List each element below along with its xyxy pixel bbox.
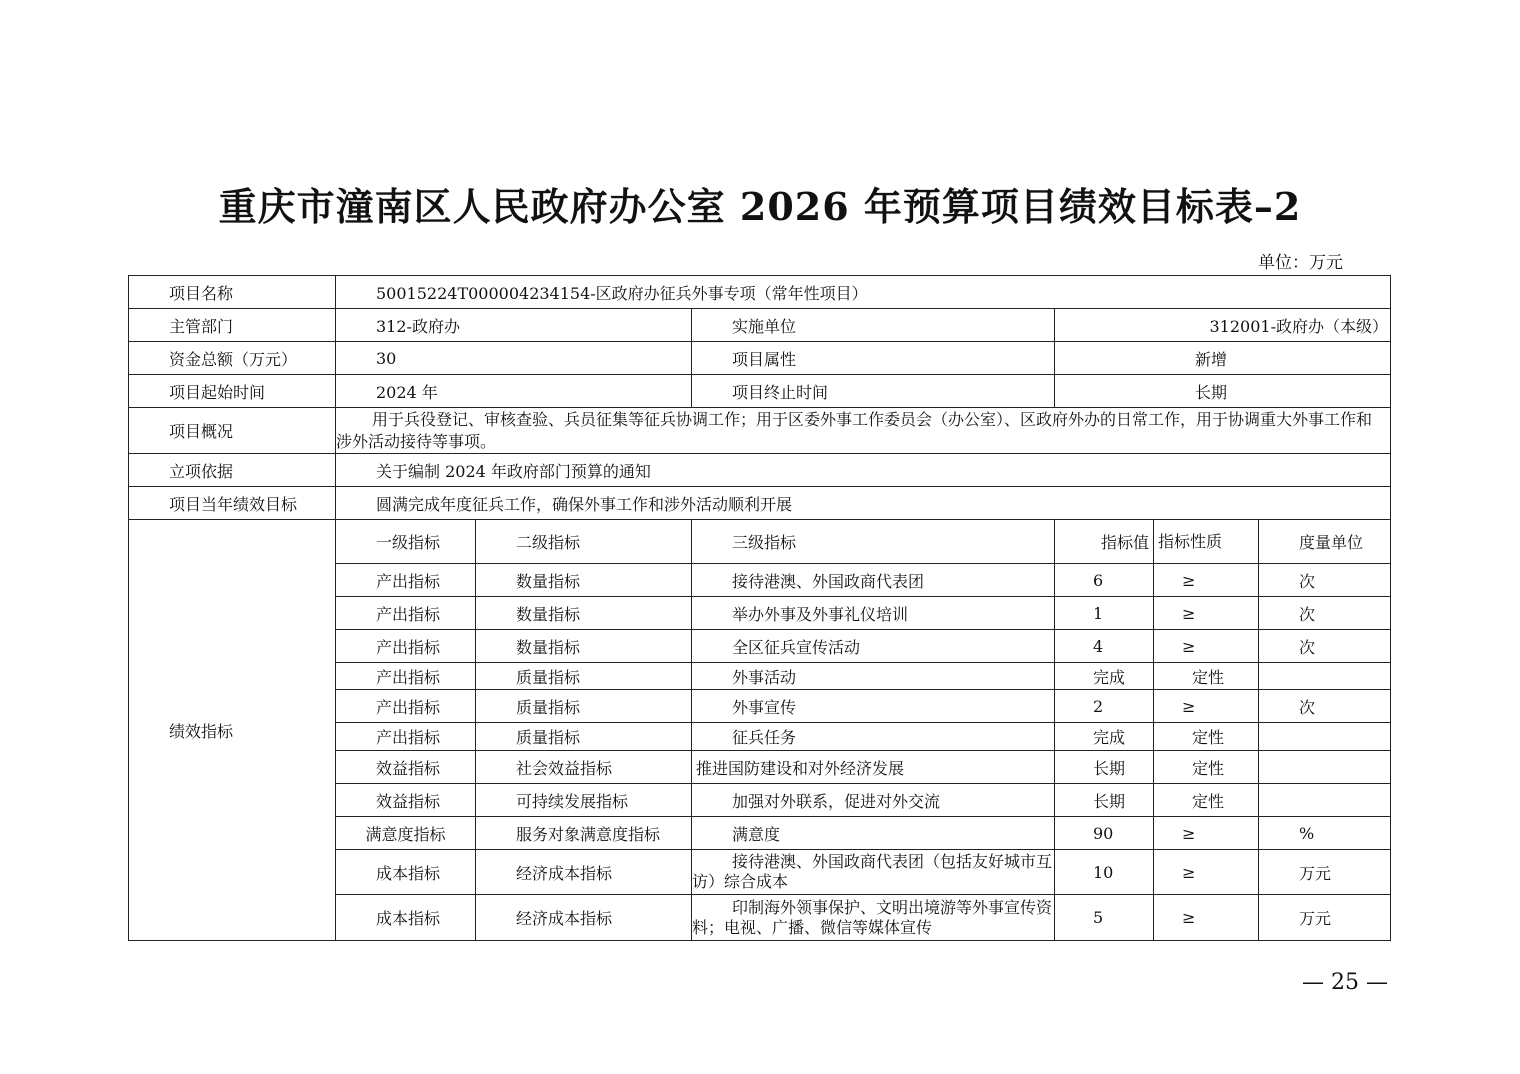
nature-cell: ≥ — [1154, 817, 1259, 850]
start-value: 2024 年 — [336, 375, 692, 408]
row-project-name — [129, 276, 1391, 309]
value-cell: 完成 — [1055, 663, 1154, 690]
l1-cell: 产出指标 — [336, 564, 476, 597]
l2-cell: 经济成本指标 — [476, 850, 692, 895]
unit-cell: 次 — [1259, 564, 1391, 597]
value-cell: 6 — [1055, 564, 1154, 597]
nature-cell: ≥ — [1154, 850, 1259, 895]
unit-cell — [1259, 751, 1391, 784]
nature-cell: ≥ — [1154, 690, 1259, 723]
unit-cell: 次 — [1259, 597, 1391, 630]
unit-cell — [1259, 723, 1391, 751]
nature-cell: ≥ — [1154, 597, 1259, 630]
row-goal — [129, 487, 1391, 520]
l1-cell: 效益指标 — [336, 784, 476, 817]
project-name-label: 项目名称 — [129, 276, 336, 309]
value-cell: 完成 — [1055, 723, 1154, 751]
impl-value: 312001-政府办（本级） — [1055, 309, 1391, 342]
l2-cell: 社会效益指标 — [476, 751, 692, 784]
l3-cell: 接待港澳、外国政商代表团 — [692, 564, 1055, 597]
l3-cell: 接待港澳、外国政商代表团（包括友好城市互访）综合成本 — [692, 850, 1055, 895]
value-cell: 90 — [1055, 817, 1154, 850]
end-label: 项目终止时间 — [692, 375, 1055, 408]
value-cell: 长期 — [1055, 784, 1154, 817]
fund-value: 30 — [336, 342, 692, 375]
unit-cell — [1259, 663, 1391, 690]
value-cell: 2 — [1055, 690, 1154, 723]
header-l2: 二级指标 — [476, 520, 692, 564]
header-nature: 指标性质 — [1154, 520, 1259, 564]
header-value: 指标值 — [1055, 520, 1154, 564]
project-name-value: 50015224T000004234154-区政府办征兵外事专项（常年性项目） — [336, 276, 1391, 309]
perf-header-row — [129, 520, 1391, 564]
value-cell: 10 — [1055, 850, 1154, 895]
goal-label: 项目当年绩效目标 — [129, 487, 336, 520]
l2-cell: 经济成本指标 — [476, 895, 692, 941]
unit-cell — [1259, 784, 1391, 817]
value-cell: 4 — [1055, 630, 1154, 663]
l2-cell: 数量指标 — [476, 564, 692, 597]
attr-value: 新增 — [1055, 342, 1391, 375]
value-cell: 长期 — [1055, 751, 1154, 784]
l3-cell: 征兵任务 — [692, 723, 1055, 751]
nature-cell: 定性 — [1154, 751, 1259, 784]
l3-cell: 印制海外领事保护、文明出境游等外事宣传资料；电视、广播、微信等媒体宣传 — [692, 895, 1055, 941]
l3-cell: 外事活动 — [692, 663, 1055, 690]
l1-cell: 产出指标 — [336, 630, 476, 663]
value-cell: 1 — [1055, 597, 1154, 630]
performance-target-table — [128, 275, 1391, 941]
dept-label: 主管部门 — [129, 309, 336, 342]
row-time — [129, 375, 1391, 408]
header-l3: 三级指标 — [692, 520, 1055, 564]
overview-label: 项目概况 — [129, 408, 336, 454]
nature-cell: ≥ — [1154, 564, 1259, 597]
nature-cell: ≥ — [1154, 630, 1259, 663]
attr-label: 项目属性 — [692, 342, 1055, 375]
l3-cell: 举办外事及外事礼仪培训 — [692, 597, 1055, 630]
l1-cell: 满意度指标 — [336, 817, 476, 850]
nature-cell: 定性 — [1154, 723, 1259, 751]
impl-label: 实施单位 — [692, 309, 1055, 342]
row-overview — [129, 408, 1391, 454]
perf-label: 绩效指标 — [129, 520, 336, 941]
goal-value: 圆满完成年度征兵工作，确保外事工作和涉外活动顺利开展 — [336, 487, 1391, 520]
l2-cell: 质量指标 — [476, 663, 692, 690]
row-department — [129, 309, 1391, 342]
unit-cell: 万元 — [1259, 850, 1391, 895]
l2-cell: 质量指标 — [476, 690, 692, 723]
nature-cell: 定性 — [1154, 663, 1259, 690]
l2-cell: 数量指标 — [476, 597, 692, 630]
unit-cell: 次 — [1259, 630, 1391, 663]
l1-cell: 产出指标 — [336, 690, 476, 723]
overview-value: 用于兵役登记、审核查验、兵员征集等征兵协调工作；用于区委外事工作委员会（办公室）、区政府外办的日常工作，用于协调重大外事工作和涉外活动接待等事项。 — [336, 408, 1391, 454]
nature-cell: ≥ — [1154, 895, 1259, 941]
l1-cell: 产出指标 — [336, 597, 476, 630]
value-cell: 5 — [1055, 895, 1154, 941]
row-fund — [129, 342, 1391, 375]
fund-label: 资金总额（万元） — [129, 342, 336, 375]
l2-cell: 可持续发展指标 — [476, 784, 692, 817]
unit-label: 单位：万元 — [1258, 253, 1343, 273]
l3-cell: 满意度 — [692, 817, 1055, 850]
l2-cell: 数量指标 — [476, 630, 692, 663]
page-number: — 25 — — [1302, 970, 1388, 995]
unit-cell: % — [1259, 817, 1391, 850]
unit-cell: 万元 — [1259, 895, 1391, 941]
nature-cell: 定性 — [1154, 784, 1259, 817]
l2-cell: 服务对象满意度指标 — [476, 817, 692, 850]
l1-cell: 效益指标 — [336, 751, 476, 784]
l1-cell: 产出指标 — [336, 723, 476, 751]
header-l1: 一级指标 — [336, 520, 476, 564]
l1-cell: 产出指标 — [336, 663, 476, 690]
start-label: 项目起始时间 — [129, 375, 336, 408]
row-basis — [129, 454, 1391, 487]
header-unit: 度量单位 — [1259, 520, 1391, 564]
basis-label: 立项依据 — [129, 454, 336, 487]
l1-cell: 成本指标 — [336, 895, 476, 941]
basis-value: 关于编制 2024 年政府部门预算的通知 — [336, 454, 1391, 487]
l3-cell: 外事宣传 — [692, 690, 1055, 723]
document-title: 重庆市潼南区人民政府办公室 2026 年预算项目绩效目标表–2 — [218, 184, 1302, 229]
l3-cell: 加强对外联系，促进对外交流 — [692, 784, 1055, 817]
l1-cell: 成本指标 — [336, 850, 476, 895]
end-value: 长期 — [1055, 375, 1391, 408]
unit-cell: 次 — [1259, 690, 1391, 723]
dept-value: 312-政府办 — [336, 309, 692, 342]
l2-cell: 质量指标 — [476, 723, 692, 751]
l3-cell: 推进国防建设和对外经济发展 — [692, 751, 1055, 784]
l3-cell: 全区征兵宣传活动 — [692, 630, 1055, 663]
